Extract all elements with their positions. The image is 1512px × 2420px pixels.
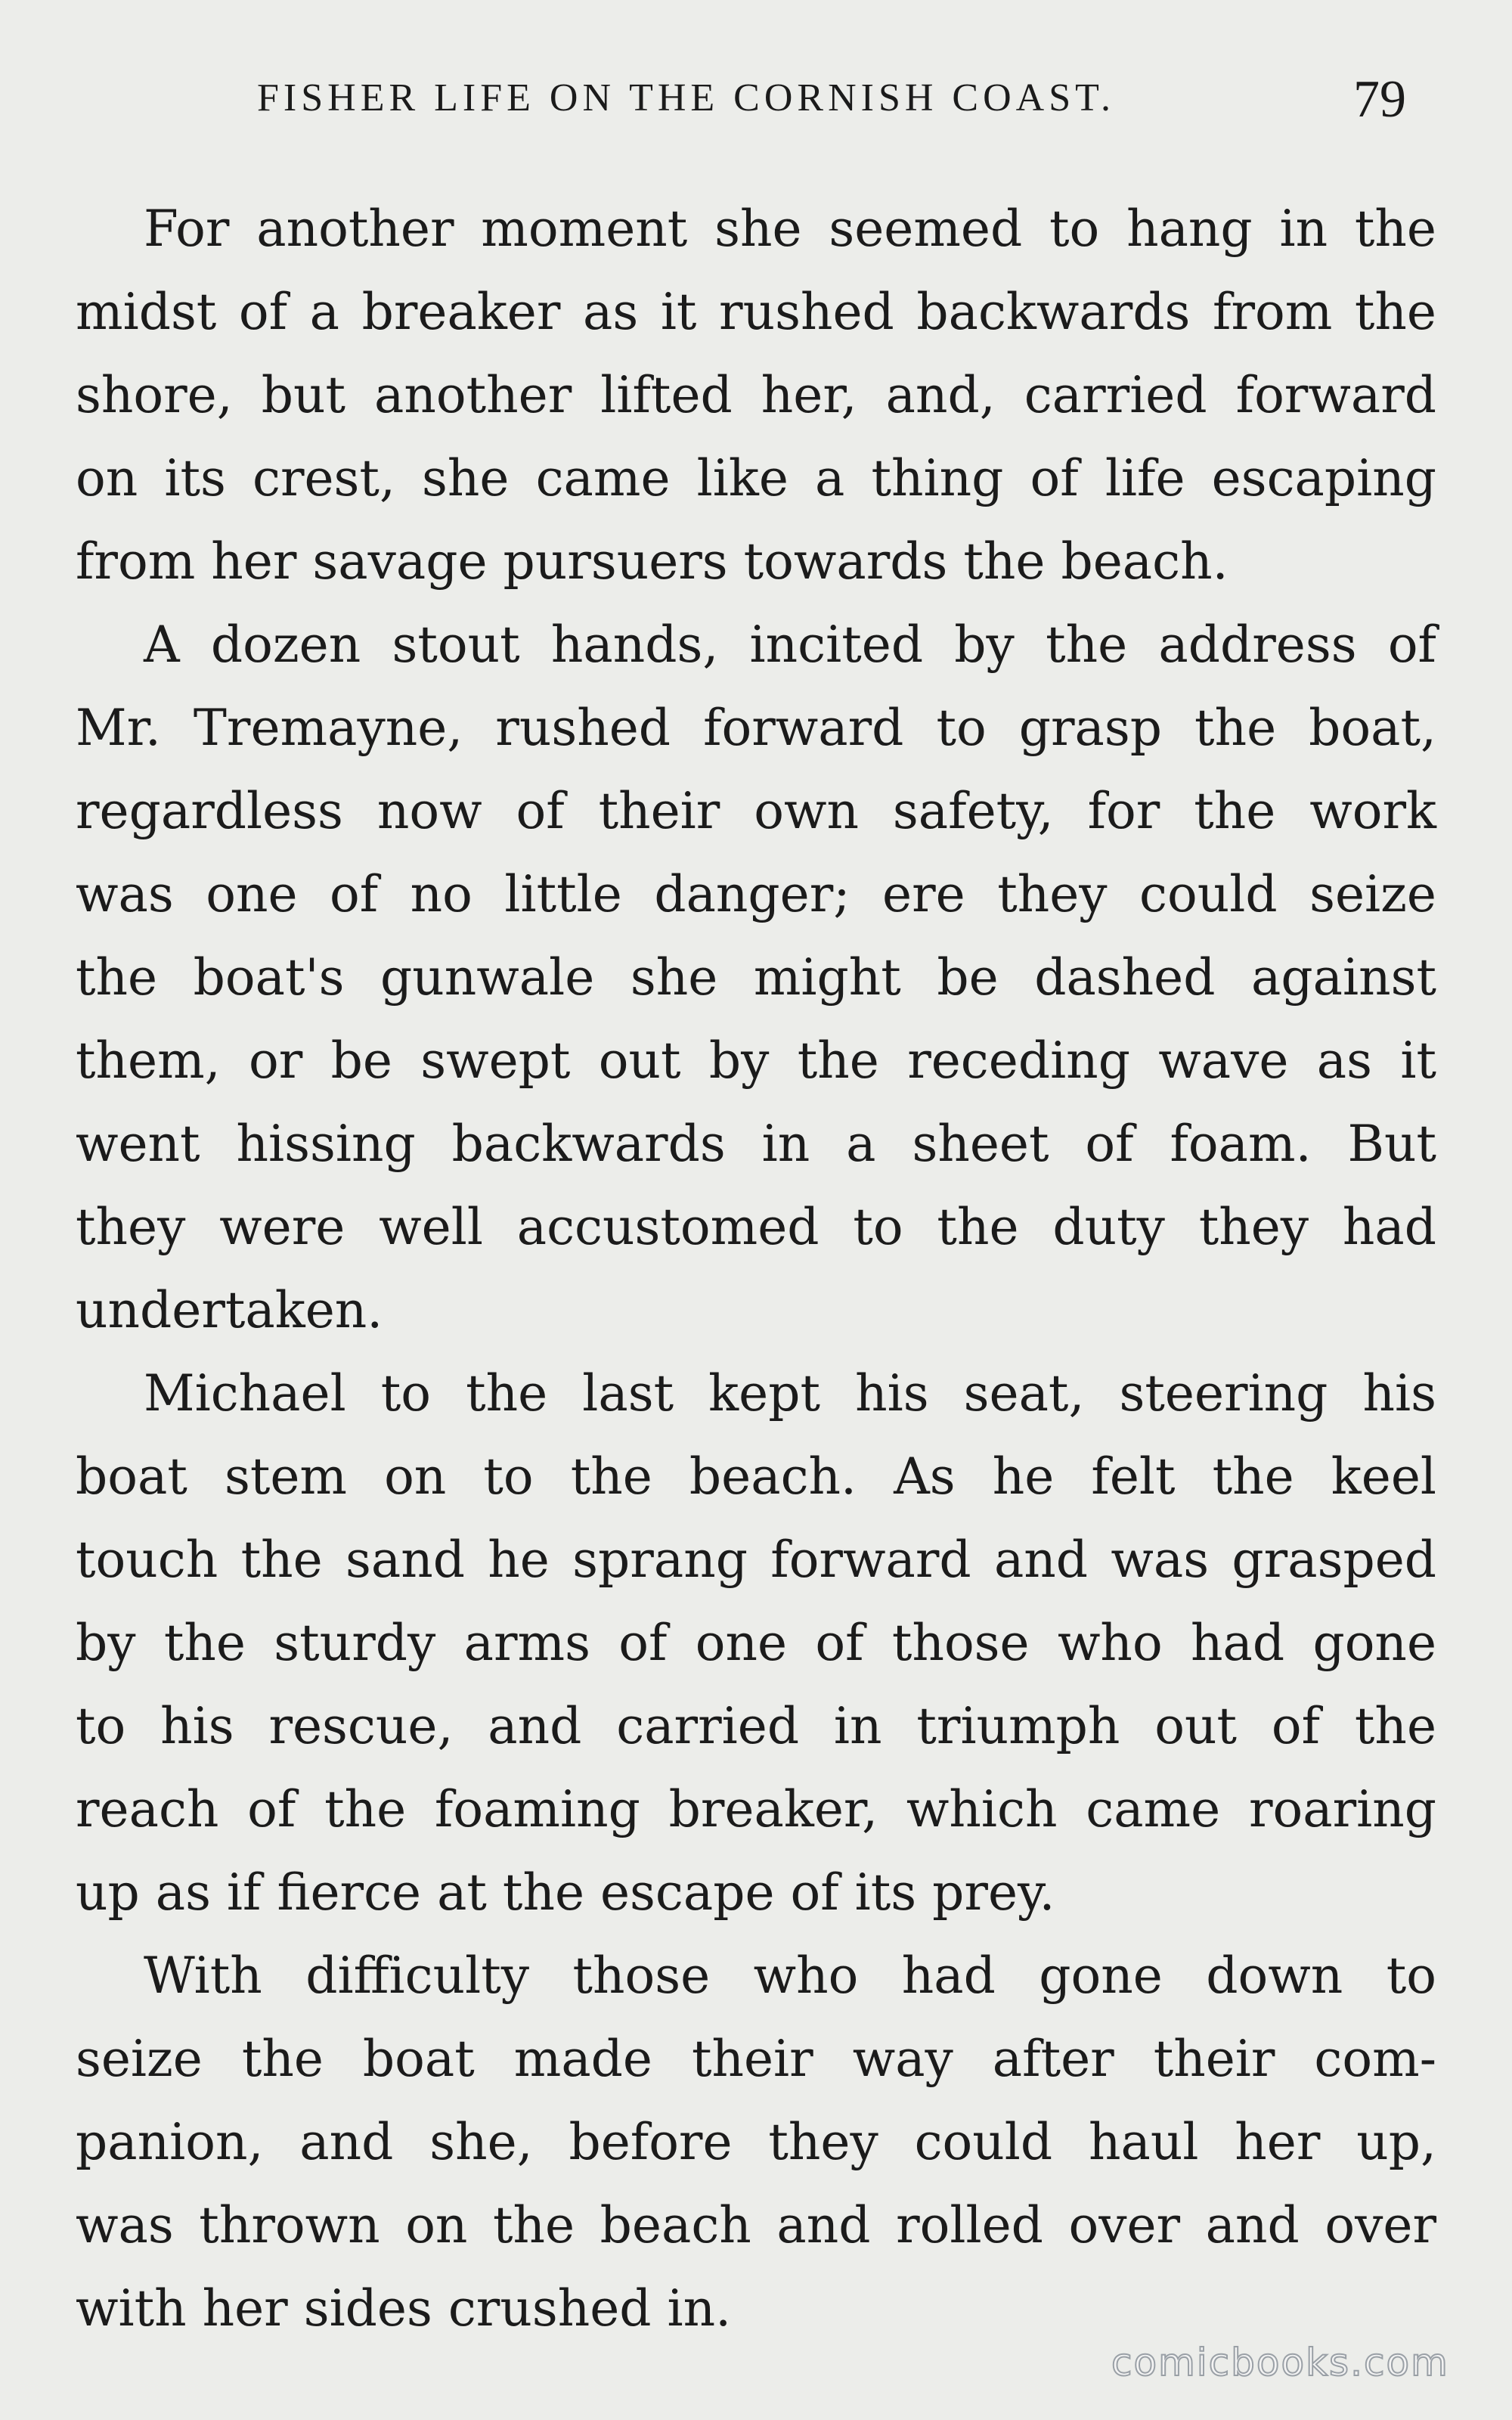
paragraph-2 <box>76 603 1436 1352</box>
text-line: touch the sand he sprang forward and was grasped <box>76 1531 1436 1589</box>
text-line: with her sides crushed in. <box>76 2279 732 2338</box>
text-line: the boat's gunwale she might be dashed against <box>76 948 1436 1007</box>
paragraph-3 <box>76 1352 1436 1934</box>
text-line: For another moment she seemed to hang in the <box>144 200 1436 258</box>
text-line: by the sturdy arms of one of those who had gone <box>76 1614 1436 1672</box>
running-head: FISHER LIFE ON THE CORNISH COAST. <box>257 76 1116 119</box>
paragraph-4 <box>76 1934 1436 2350</box>
text-line: Mr. Tremayne, rushed forward to grasp the boat, <box>76 699 1436 757</box>
text-line: went hissing backwards in a sheet of foam. But <box>76 1115 1436 1173</box>
text-line: was one of no little danger; ere they could seize <box>76 865 1436 923</box>
text-line: was thrown on the beach and rolled over and over <box>76 2196 1436 2254</box>
page-number: 79 <box>1353 70 1406 129</box>
text-line: panion, and she, before they could haul her up, <box>76 2113 1436 2171</box>
text-line: midst of a breaker as it rushed backwards from the <box>76 283 1436 341</box>
text-line: A dozen stout hands, incited by the address of <box>144 616 1436 674</box>
text-line: up as if fierce at the escape of its prey. <box>76 1863 1055 1922</box>
text-line: to his rescue, and carried in triumph out of the <box>76 1697 1436 1755</box>
text-line: With difficulty those who had gone down to <box>144 1947 1436 2005</box>
text-line: seize the boat made their way after their com- <box>76 2030 1436 2088</box>
watermark: comicbooks.com <box>1111 2341 1449 2384</box>
text-line: boat stem on to the beach. As he felt the keel <box>76 1447 1436 1506</box>
text-line: regardless now of their own safety, for the work <box>76 782 1436 840</box>
text-line: shore, but another lifted her, and, carried forward <box>76 366 1436 424</box>
paragraph-1 <box>76 188 1436 603</box>
text-line: them, or be swept out by the receding wave as it <box>76 1032 1436 1090</box>
text-line: on its crest, she came like a thing of life escaping <box>76 449 1436 507</box>
text-line: from her savage pursuers towards the beach. <box>76 532 1228 591</box>
text-line: they were well accustomed to the duty they had <box>76 1198 1436 1256</box>
text-line: reach of the foaming breaker, which came roaring <box>76 1780 1436 1838</box>
text-line: Michael to the last kept his seat, steering his <box>144 1364 1436 1423</box>
text-line: undertaken. <box>76 1281 383 1339</box>
body-text <box>76 188 1436 2350</box>
